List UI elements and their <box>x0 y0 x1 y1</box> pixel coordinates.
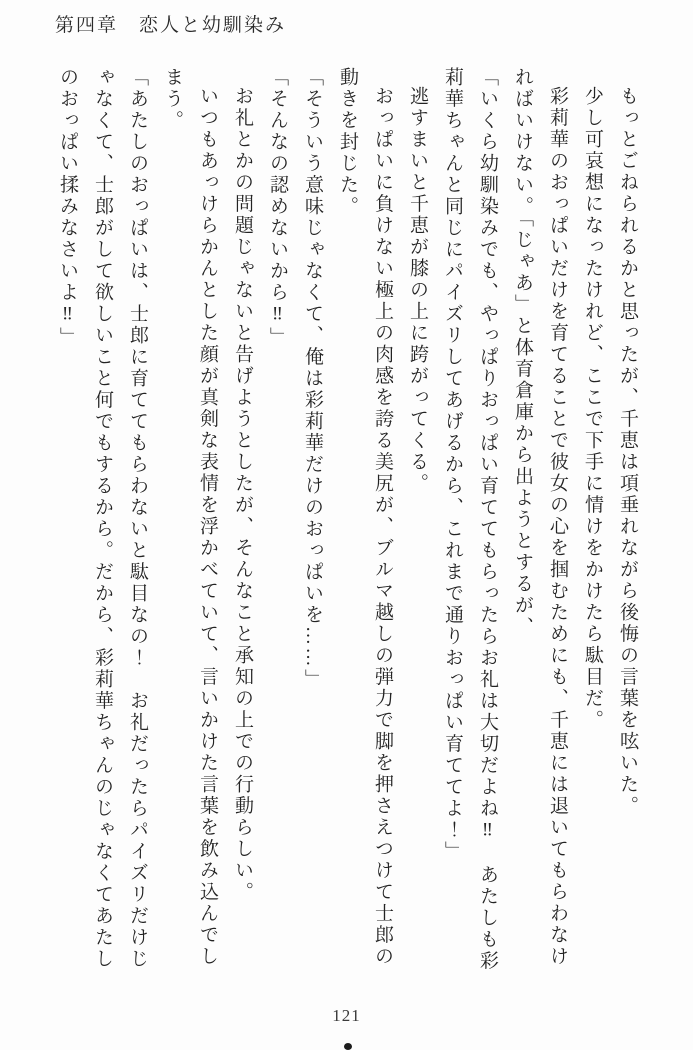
page-number: 121 <box>332 1006 361 1025</box>
paragraph: 「あたしのおっぱいは、士郎に育ててもらわないと駄目なの！ お礼だったらパイズリだけじゃなくて、士郎がして欲しいこと何でもするから。だから、彩莉華ちゃんのじゃなくてあたしのおっぱい揉みなさいよ‼」 <box>57 67 148 970</box>
paragraph: いつもあっけらかんとした顔が真剣な表情を浮かべていて、言いかけた言葉を飲み込んでしまう。 <box>162 67 218 968</box>
paragraph: 逃すまいと千恵が膝の上に跨がってくる。 <box>407 86 428 495</box>
page-edge-dot <box>344 1043 352 1050</box>
paragraph: お礼とかの問題じゃないと告げようとしたが、そんなこと承知の上での行動らしい。 <box>232 86 253 903</box>
paragraph: おっぱいに負けない極上の肉感を誇る美尻が、ブルマ越しの弾力で脚を押さえつけて士郎の動きを封じた。 <box>337 67 393 968</box>
paragraph: 少し可哀想になったけれど、ここで下手に情けをかけたら駄目だ。 <box>582 86 603 731</box>
paragraph: もっとごねられるかと思ったが、千恵は項垂れながら後悔の言葉を呟いた。 <box>617 86 638 817</box>
chapter-header: 第四章 恋人と幼馴染み <box>55 15 287 36</box>
paragraph: 「そんなの認めないから‼」 <box>267 67 288 349</box>
body-text <box>40 67 645 985</box>
paragraph: 「いくら幼馴染みでも、やっぱりおっぱい育ててもらったらお礼は大切だよね‼ あたしも彩莉華ちゃんと同じにパイズリしてあげるから、これまで通りおっぱい育ててよ！」 <box>442 67 498 972</box>
paragraph: 「そういう意味じゃなくて、俺は彩莉華だけのおっぱいを……」 <box>302 67 323 691</box>
paragraph: 彩莉華のおっぱいだけを育てることで彼女の心を掴むためにも、千恵には退いてもらわなければいけない。「じゃあ」と体育倉庫から出ようとするが、 <box>512 67 568 968</box>
